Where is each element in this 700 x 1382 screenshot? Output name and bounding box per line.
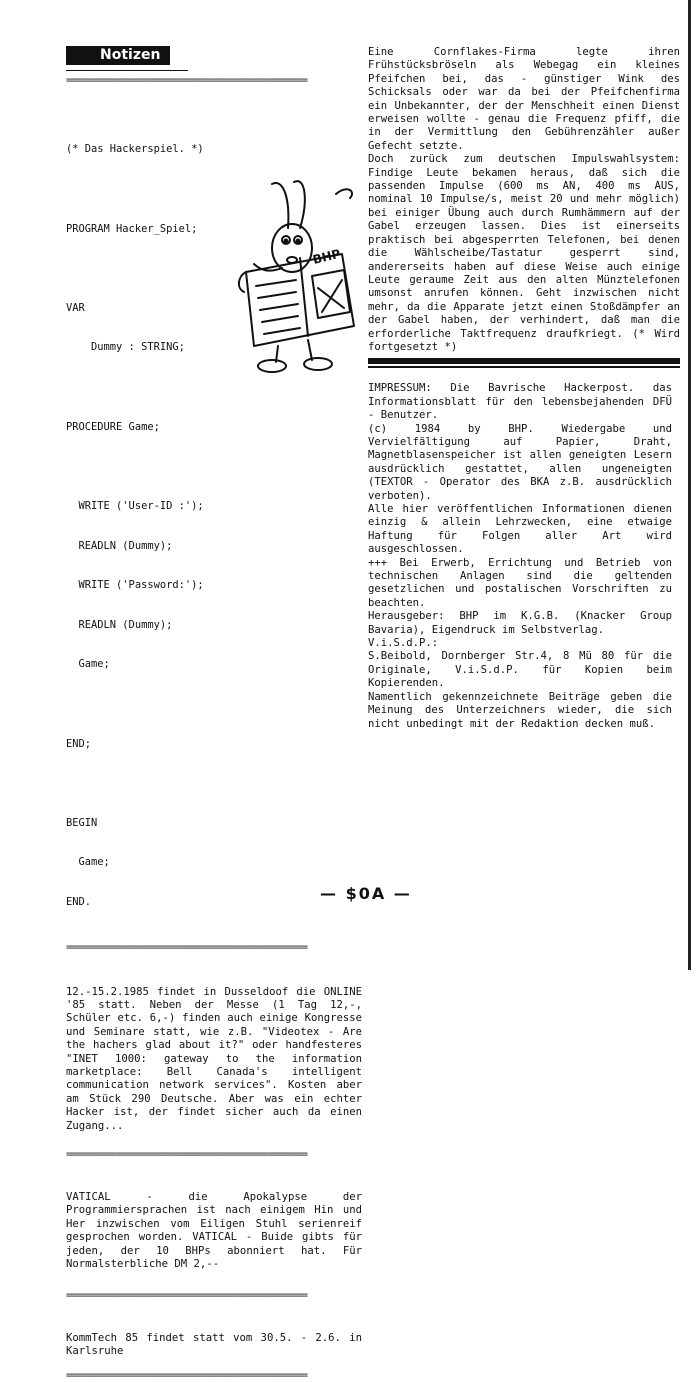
impressum-signed-articles: Namentlich gekennzeichnete Beiträge geben die Meinung des Unterzeichners wieder, die sich nicht unbedingt mit der Redaktion decken muß.: [368, 690, 672, 730]
impressum-address: S.Beibold, Dornberger Str.4, 8 Mü 80 für die Originale, V.i.S.d.P. für Kopien beim Kopierenden.: [368, 650, 672, 690]
online-85-paragraph: 12.-15.2.1985 findet in Dusseldoof die ONLINE '85 statt. Neben der Messe (1 Tag 12,-, Schüler etc. 6,-) finden auch einige Kongresse und Seminare statt, wie z.B. "Videotex - Are the hachers glad about it?" oder handfesteres "INET 1000: gateway to the information marketplace: Bell Canada's intelligent communication network services". Kosten aber am Stück 290 Deutsche. Aber was ein echter Hacker ist, der findet sicher auch da einen Zugang...: [66, 985, 362, 1132]
kommtech-paragraph: KommTech 85 findet statt vom 30.5. - 2.6. in Karlsruhe: [66, 1331, 362, 1357]
impressum-visdp-label: V.i.S.d.P.:: [368, 637, 439, 650]
code-line: [66, 777, 362, 790]
impressum-copyright: (c) 1984 by BHP. Wiedergabe und Vervielfältigung auf Papier, Draht, Magnetblasenspeicher ist allen geneigten Lesern ausdrücklich gestattet, allen ungeneigten (TEXTOR - Operator des BKA z.B. ausdrücklich verboten).: [368, 422, 672, 502]
code-line: (* Das Hackerspiel. *): [66, 143, 204, 156]
impulswahl-paragraph: Doch zurück zum deutschen Impulswahlsystem: Findige Leute bekamen heraus, daß sich die passenden Impulse (600 ms AN, 400 ms AUS, nominal 10 Impulse/s, meist 20 und mehr möglich) bei einiger Übung auch durch Rumhämmern auf der Gabel erzeugen lassen. Dies ist einerseits praktisch bei abgesperrten Telefonen, bei denen die Wählscheibe/Tastatur gesperrt sind, andererseits haben auf diese Weise auch einige Leute geraume Zeit aus den alten Münztelefonen umsonst anrufen können. Geht inzwischen nicht mehr, da die Apparate jetzt einen Stoßdämpfer an der Gabel haben, der verhindert, daß man die erforderliche Taktfrequenz draufkriegt. (* Wird fortgesetzt *): [368, 153, 680, 353]
impressum-disclaimer: Alle hier veröffentlichen Informationen dienen einzig & allein Lehrzwecken, eine etwaige Haftung für Folgen aller Art wird ausgeschlossen.: [368, 503, 672, 556]
page-edge-line: [688, 0, 691, 970]
code-line: [66, 381, 362, 394]
mascot-label: BHP: [311, 246, 342, 267]
rabbit-newspaper-illustration: [232, 176, 362, 376]
code-line: PROCEDURE Game;: [66, 420, 160, 433]
separator-rule: ================================================: [66, 941, 307, 953]
vatical-paragraph: VATICAL - die Apokalypse der Programmiersprachen ist nach einigem Hin und Her inzwischen vom Eiligen Stuhl serienreif gesprochen worden. VATICAL - Buide gibts für jeden, der 10 BHPs abonniert hat. Für Normalsterbliche DM 2,--: [66, 1191, 362, 1271]
notizen-header: [66, 44, 362, 66]
code-line: WRITE ('User-ID :');: [66, 499, 204, 512]
impressum-top-rule: [368, 358, 680, 364]
impressum-title: IMPRESSUM: Die Bavrische Hackerpost. das Informationsblatt für den lebensbejahenden DFÜ - Benutzer.: [368, 382, 672, 422]
page-number: — $0A —: [320, 884, 412, 903]
notizen-badge: Notizen: [66, 46, 170, 65]
code-line: [66, 460, 362, 473]
code-line: WRITE ('Password:');: [66, 579, 204, 592]
code-line: READLN (Dummy);: [66, 618, 173, 631]
code-line: Game;: [66, 658, 110, 671]
cornflakes-paragraph: Eine Cornflakes-Firma legte ihren Frühstücksbröseln als Webegag ein kleines Pfeifchen bei, das - günstiger Wink des Schicksals oder war da bei der Pfeifchenfirma ein Unbekannter, der der Menschheit einen Dienst erweisen wollte - genau die Frequenz pfiff, die in der Vermittlung den Gebührenzähler außer Gefecht setzte.: [368, 46, 680, 152]
code-line: END.: [66, 895, 92, 908]
header-underline: [66, 70, 188, 71]
right-column: [368, 44, 680, 731]
impressum-publisher: Herausgeber: BHP im K.G.B. (Knacker Group Bavaria), Eigendruck im Selbstverlag.: [368, 610, 672, 636]
code-line: PROGRAM Hacker_Spiel;: [66, 222, 198, 235]
impressum-block: [368, 382, 680, 731]
separator-rule: ================================================: [66, 1370, 307, 1382]
code-line: READLN (Dummy);: [66, 539, 173, 552]
separator-rule: ================================================: [66, 1289, 307, 1301]
code-line: Game;: [66, 856, 110, 869]
top-separator: ================================================: [66, 75, 307, 86]
impressum-top-rule-thin: [368, 366, 680, 368]
code-line: BEGIN: [66, 816, 98, 829]
code-line: Dummy : STRING;: [66, 341, 185, 354]
code-line: VAR: [66, 301, 85, 314]
separator-rule: ================================================: [66, 1149, 307, 1161]
code-line: END;: [66, 737, 92, 750]
code-line: [66, 698, 362, 711]
impressum-regulations: +++ Bei Erwerb, Errichtung und Betrieb von technischen Anlagen sind die geltenden gesetzlichen und postalischen Vorschriften zu beachten.: [368, 556, 672, 609]
